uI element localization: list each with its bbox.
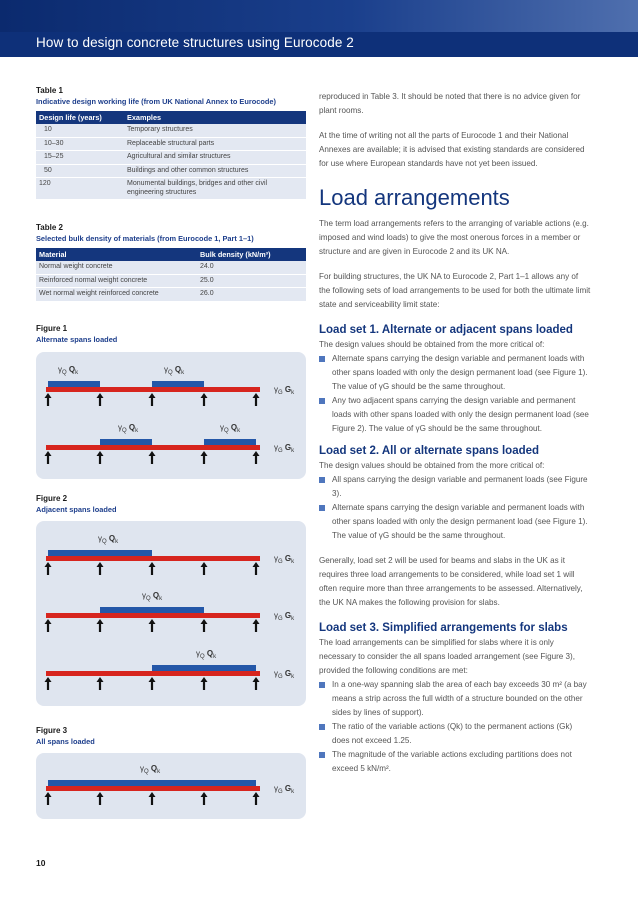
page-number: 10 [36,858,46,868]
label-part: γ [274,385,278,394]
support-arrow-head [201,677,208,682]
label-part: G [278,674,283,680]
support-arrow-head [97,677,104,682]
support-arrow-head [45,677,52,682]
table1-label: Table 1 [36,86,63,95]
label-part: k [157,769,161,775]
label-part: k [237,428,241,434]
bullet-text: All spans carrying the design variable and permanent loads (see Figure 3). [332,475,588,498]
table-cell: 25.0 [197,274,306,288]
table2 [36,248,306,302]
label-part: G [282,784,292,793]
label-part: γ [274,669,278,678]
table-header-cell: Material [36,248,197,261]
support-arrow-head [201,792,208,797]
bullet-square-icon [319,398,325,404]
permanent-load-bar [46,786,260,791]
bullet-square-icon [319,724,325,730]
load-set-1-intro: The design values should be obtained from the more critical of: [319,340,545,349]
label-part: γ [140,764,144,773]
support-arrow-head [149,677,156,682]
table-cell: 15–25 [36,151,124,165]
load-label [142,591,163,602]
load-label [274,443,295,454]
load-set-3-intro: The load arrangements can be simplified for slabs where it is only necessary to consider the all spans loaded arrangement (see Figure 3), provided the following conditions are met: [319,638,575,675]
table-cell: 10–30 [36,137,124,151]
figure3-caption: All spans loaded [36,737,95,746]
table-cell: Monumental buildings, bridges and other civil engineering structures [124,178,306,200]
label-part: k [135,428,139,434]
figure3-svg [36,753,306,819]
table-row [36,124,306,137]
label-part: G [278,616,283,622]
label-part: γ [142,591,146,600]
figure3-label: Figure 3 [36,726,68,735]
support-arrow-head [97,792,104,797]
load-label [118,423,139,434]
label-part: k [291,616,295,622]
label-part: Q [146,596,151,602]
variable-load-bar [48,381,100,387]
right-column [319,90,591,776]
label-part: γ [220,423,224,432]
label-part: Q [200,654,205,660]
label-part: Q [148,764,158,773]
load-set-2-heading: Load set 2. All or alternate spans loaded [319,445,540,457]
table-cell: 50 [36,164,124,178]
intro-paragraph-1: reproduced in Table 3. It should be noted that there is no advice given for plant rooms. [319,92,581,115]
label-part: Q [204,649,214,658]
support-arrow-head [45,451,52,456]
label-part: k [75,370,79,376]
label-part: γ [274,554,278,563]
support-arrow-head [97,619,104,624]
variable-load-bar [204,439,256,445]
figure1-caption: Alternate spans loaded [36,335,118,344]
section-heading: Load arrangements [319,185,510,210]
label-part: k [159,596,163,602]
label-part: k [291,674,295,680]
label-part: γ [274,443,278,452]
label-part: G [282,385,292,394]
support-arrow-head [253,562,260,567]
load-label [274,554,295,565]
support-arrow-head [253,792,260,797]
label-part: G [278,789,283,795]
table-header-cell: Design life (years) [36,111,124,124]
variable-load-bar [152,665,256,671]
label-part: k [291,390,295,396]
bullet-square-icon [319,752,325,758]
load-label [274,669,295,680]
load-set-1-heading: Load set 1. Alternate or adjacent spans loaded [319,324,573,336]
table-header-row [36,248,306,261]
load-label [58,365,79,376]
load-label [220,423,241,434]
header-title: How to design concrete structures using Eurocode 2 [36,35,354,50]
support-arrow-head [45,792,52,797]
load-arrangements-paragraph-2: For building structures, the UK NA to Eurocode 2, Part 1–1 allows any of the following sets of load arrangements to be used for both the ultimate limit state and serviceability limit state: [319,272,591,309]
list-item [319,394,591,436]
table-row [36,151,306,165]
bullet-text: Any two adjacent spans carrying the design variable and permanent loads with other spans loaded with only the design permanent load (see Figure 2). The value of γG should be the same throughout. [332,396,589,433]
label-part: γ [196,649,200,658]
table-cell: 10 [36,124,124,137]
table-cell: 120 [36,178,124,200]
support-arrow-head [201,562,208,567]
label-part: k [213,654,217,660]
load-arrangements-paragraph-1: The term load arrangements refers to the arranging of variable actions (e.g. imposed and wind loads) to give the most onerous forces in a member or structure and are given in Eurocode 2 and its UK NA. [319,219,589,256]
label-part: G [278,559,283,565]
table-row [36,288,306,302]
bullet-text: The ratio of the variable actions (Qk) to the permanent actions (Gk) does not exceed 1.25. [332,722,573,745]
label-part: Q [122,428,127,434]
bullet-square-icon [319,682,325,688]
label-part: γ [164,365,168,374]
figure2-label: Figure 2 [36,494,68,503]
support-arrow-head [45,393,52,398]
support-arrow-head [45,562,52,567]
permanent-load-bar [46,671,260,676]
load-label [196,649,217,660]
table-row [36,274,306,288]
support-arrow-head [253,619,260,624]
figure2-caption-block [36,494,306,514]
load-label [164,365,185,376]
list-item [319,748,591,776]
figure2-diagram [36,521,306,706]
support-arrow-head [253,677,260,682]
figure1-diagram [36,352,306,479]
figure1-label: Figure 1 [36,324,68,333]
table-cell: Buildings and other common structures [124,164,306,178]
variable-load-bar [100,439,152,445]
label-part: G [278,390,283,396]
load-label [274,611,295,622]
support-arrow-head [149,562,156,567]
table-header-cell: Examples [124,111,306,124]
table-row [36,137,306,151]
support-arrow-head [149,451,156,456]
page-header [0,0,638,57]
label-part: γ [58,365,62,374]
load-set-2-intro: The design values should be obtained from the more critical of: [319,461,545,470]
support-arrow-head [201,451,208,456]
table1-block [36,86,306,200]
variable-load-bar [48,550,152,556]
bullet-square-icon [319,505,325,511]
label-part: Q [228,423,238,432]
label-part: Q [62,370,67,376]
label-part: γ [274,784,278,793]
intro-paragraph-2: At the time of writing not all the parts of Eurocode 1 and their National Annexes are available; it is advised that existing standards are considered for use where European standards have not yet been issued. [319,131,585,168]
support-arrow-head [253,451,260,456]
label-part: Q [144,769,149,775]
label-part: G [282,669,292,678]
bullet-text: Alternate spans carrying the design variable and permanent loads with other spans loaded with only the design permanent load (see Figure 1). The value of γG should be the same throughout. [332,354,588,391]
permanent-load-bar [46,445,260,450]
load-set-3-heading: Load set 3. Simplified arrangements for slabs [319,622,568,634]
load-label [140,764,161,775]
permanent-load-bar [46,387,260,392]
support-arrow-head [149,619,156,624]
list-item [319,352,591,394]
permanent-load-bar [46,613,260,618]
label-part: Q [224,428,229,434]
load-label [274,385,295,396]
support-arrow-head [97,451,104,456]
table-cell: Replaceable structural parts [124,137,306,151]
support-arrow-head [45,619,52,624]
support-arrow-head [253,393,260,398]
label-part: Q [102,539,107,545]
support-arrow-head [149,792,156,797]
table-cell: Temporary structures [124,124,306,137]
support-arrow-head [201,393,208,398]
table-cell: Reinforced normal weight concrete [36,274,197,288]
label-part: G [278,448,283,454]
load-label [274,784,295,795]
table-cell: Wet normal weight reinforced concrete [36,288,197,302]
figure3-diagram [36,753,306,819]
table-row [36,164,306,178]
list-item [319,501,591,543]
variable-load-bar [152,381,204,387]
table-cell: 26.0 [197,288,306,302]
label-part: Q [106,534,116,543]
table2-caption: Selected bulk density of materials (from Eurocode 1, Part 1–1) [36,234,254,243]
list-item [319,473,591,501]
label-part: Q [168,370,173,376]
figure2-svg [36,521,306,706]
table2-block [36,223,306,302]
load-label [98,534,119,545]
support-arrow-head [201,619,208,624]
figure1-svg [36,352,306,479]
table1 [36,111,306,200]
bullet-square-icon [319,356,325,362]
table-cell: Agricultural and similar structures [124,151,306,165]
table-cell: 24.0 [197,261,306,274]
table-row [36,178,306,200]
permanent-load-bar [46,556,260,561]
load-set-2-paragraph: Generally, load set 2 will be used for beams and slabs in the UK as it requires three load arrangements to be considered, while load set 1 will often require more than three arrangements to be assessed. Alternatively, the UK NA makes the following provision for slabs. [319,556,583,607]
bullet-text: In a one-way spanning slab the area of each bay exceeds 30 m² (a bay means a strip across the full width of a structure bounded on the other sides by lines of support). [332,680,587,717]
list-item [319,678,591,720]
label-part: Q [126,423,136,432]
label-part: k [181,370,185,376]
table-header-cell: Bulk density (kN/m³) [197,248,306,261]
figure1-caption-block [36,324,306,344]
label-part: k [291,559,295,565]
variable-load-bar [48,780,256,786]
label-part: Q [66,365,76,374]
support-arrow-head [149,393,156,398]
list-item [319,720,591,748]
label-part: Q [150,591,160,600]
table1-caption: Indicative design working life (from UK National Annex to Eurocode) [36,97,276,106]
label-part: γ [98,534,102,543]
bullet-square-icon [319,477,325,483]
figure2-caption: Adjacent spans loaded [36,505,117,514]
label-part: γ [118,423,122,432]
label-part: G [282,611,292,620]
label-part: G [282,554,292,563]
label-part: Q [172,365,182,374]
support-arrow-head [97,562,104,567]
figure3-caption-block [36,726,306,746]
label-part: k [291,789,295,795]
bullet-text: The magnitude of the variable actions excluding partitions does not exceed 5 kN/m². [332,750,572,773]
table-cell: Normal weight concrete [36,261,197,274]
variable-load-bar [100,607,204,613]
table-header-row [36,111,306,124]
bullet-text: Alternate spans carrying the design variable and permanent loads with other spans loaded with only the design permanent load (see Figure 1). The value of γG should be the same throughout. [332,503,588,540]
table-row [36,261,306,274]
label-part: G [282,443,292,452]
label-part: k [291,448,295,454]
support-arrow-head [97,393,104,398]
table2-label: Table 2 [36,223,63,232]
label-part: γ [274,611,278,620]
label-part: k [115,539,119,545]
